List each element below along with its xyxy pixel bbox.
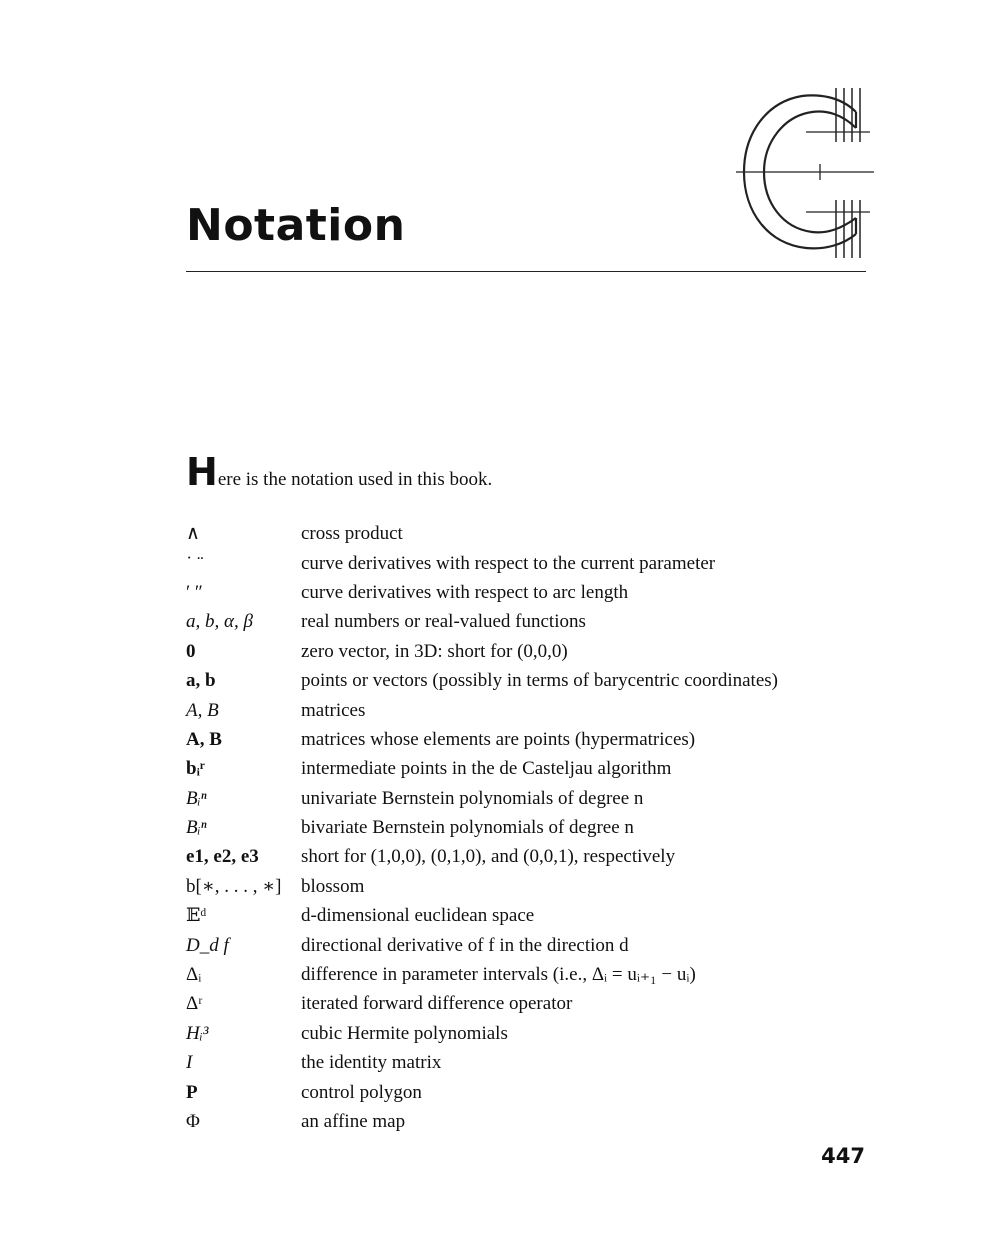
notation-row	[186, 548, 866, 577]
notation-symbol: ˙ ¨	[186, 552, 204, 574]
notation-symbol: D_d f	[186, 934, 229, 956]
notation-description: zero vector, in 3D: short for (0,0,0)	[301, 640, 568, 662]
notation-description: cross product	[301, 523, 403, 545]
notation-symbol: 0	[186, 640, 196, 662]
notation-symbol: A, B	[186, 699, 219, 721]
notation-description: matrices	[301, 699, 366, 721]
notation-description: curve derivatives with respect to arc length	[301, 581, 629, 603]
notation-symbol: Δʳ	[186, 993, 203, 1015]
notation-symbol: a, b, α, β	[186, 611, 253, 633]
notation-row	[186, 1048, 866, 1077]
notation-symbol: bᵢʳ	[186, 758, 205, 780]
notation-list	[186, 519, 866, 1136]
title-rule	[186, 271, 866, 272]
notation-row	[186, 666, 866, 695]
notation-row	[186, 607, 866, 636]
notation-row	[186, 1107, 866, 1136]
notation-description: univariate Bernstein polynomials of degree n	[301, 787, 644, 809]
notation-description: iterated forward difference operator	[301, 993, 573, 1015]
notation-description: bivariate Bernstein polynomials of degree n	[301, 817, 634, 839]
notation-symbol: Bᵢⁿ	[186, 787, 207, 809]
notation-row	[186, 813, 866, 842]
notation-symbol: ′ ″	[186, 581, 203, 603]
notation-symbol: a, b	[186, 670, 216, 692]
chapter-title: Notation	[186, 200, 406, 251]
notation-row	[186, 784, 866, 813]
notation-description: matrices whose elements are points (hypermatrices)	[301, 728, 696, 750]
notation-row	[186, 519, 866, 548]
notation-symbol: P	[186, 1081, 198, 1103]
notation-row	[186, 842, 866, 871]
notation-symbol: Φ	[186, 1111, 200, 1132]
notation-description: points or vectors (possibly in terms of barycentric coordinates)	[301, 670, 778, 692]
notation-row	[186, 960, 866, 989]
notation-description: d-dimensional euclidean space	[301, 905, 535, 927]
notation-description: the identity matrix	[301, 1052, 442, 1074]
notation-symbol: Bᵢⁿ	[186, 817, 207, 839]
notation-row	[186, 1019, 866, 1048]
notation-description: directional derivative of f in the direction d	[301, 934, 629, 956]
notation-row	[186, 989, 866, 1018]
notation-description: cubic Hermite polynomials	[301, 1022, 508, 1044]
notation-row	[186, 901, 866, 930]
notation-symbol: I	[186, 1052, 193, 1074]
notation-symbol: A, B	[186, 728, 222, 750]
notation-row	[186, 695, 866, 724]
notation-description: control polygon	[301, 1081, 422, 1103]
notation-symbol: Hᵢ³	[186, 1022, 209, 1044]
notation-description: real numbers or real-valued functions	[301, 611, 586, 633]
notation-description: an affine map	[301, 1111, 406, 1132]
intro-text: ere is the notation used in this book.	[217, 469, 493, 490]
notation-row	[186, 578, 866, 607]
intro-dropcap: H	[186, 450, 218, 494]
notation-symbol: 𝔼ᵈ	[186, 905, 207, 927]
notation-row	[186, 872, 866, 901]
notation-description: difference in parameter intervals (i.e., Δᵢ = uᵢ₊₁ − uᵢ)	[301, 964, 696, 986]
notation-row	[186, 725, 866, 754]
notation-symbol: b[∗, . . . , ∗]	[186, 875, 282, 897]
page-number: 447	[821, 1144, 865, 1168]
notation-row	[186, 637, 866, 666]
notation-description: intermediate points in the de Casteljau algorithm	[301, 758, 672, 780]
notation-symbol: e1, e2, e3	[186, 846, 259, 868]
intro-paragraph	[186, 452, 492, 500]
notation-symbol: ∧	[186, 523, 200, 545]
notation-description: short for (1,0,0), (0,1,0), and (0,0,1), respectively	[301, 846, 676, 868]
notation-symbol: Δᵢ	[186, 964, 202, 986]
notation-row	[186, 1077, 866, 1106]
notation-description: blossom	[301, 875, 365, 897]
chapter-letter-c-icon	[736, 88, 876, 258]
notation-description: curve derivatives with respect to the current parameter	[301, 552, 716, 574]
notation-row	[186, 930, 866, 959]
notation-row	[186, 754, 866, 783]
